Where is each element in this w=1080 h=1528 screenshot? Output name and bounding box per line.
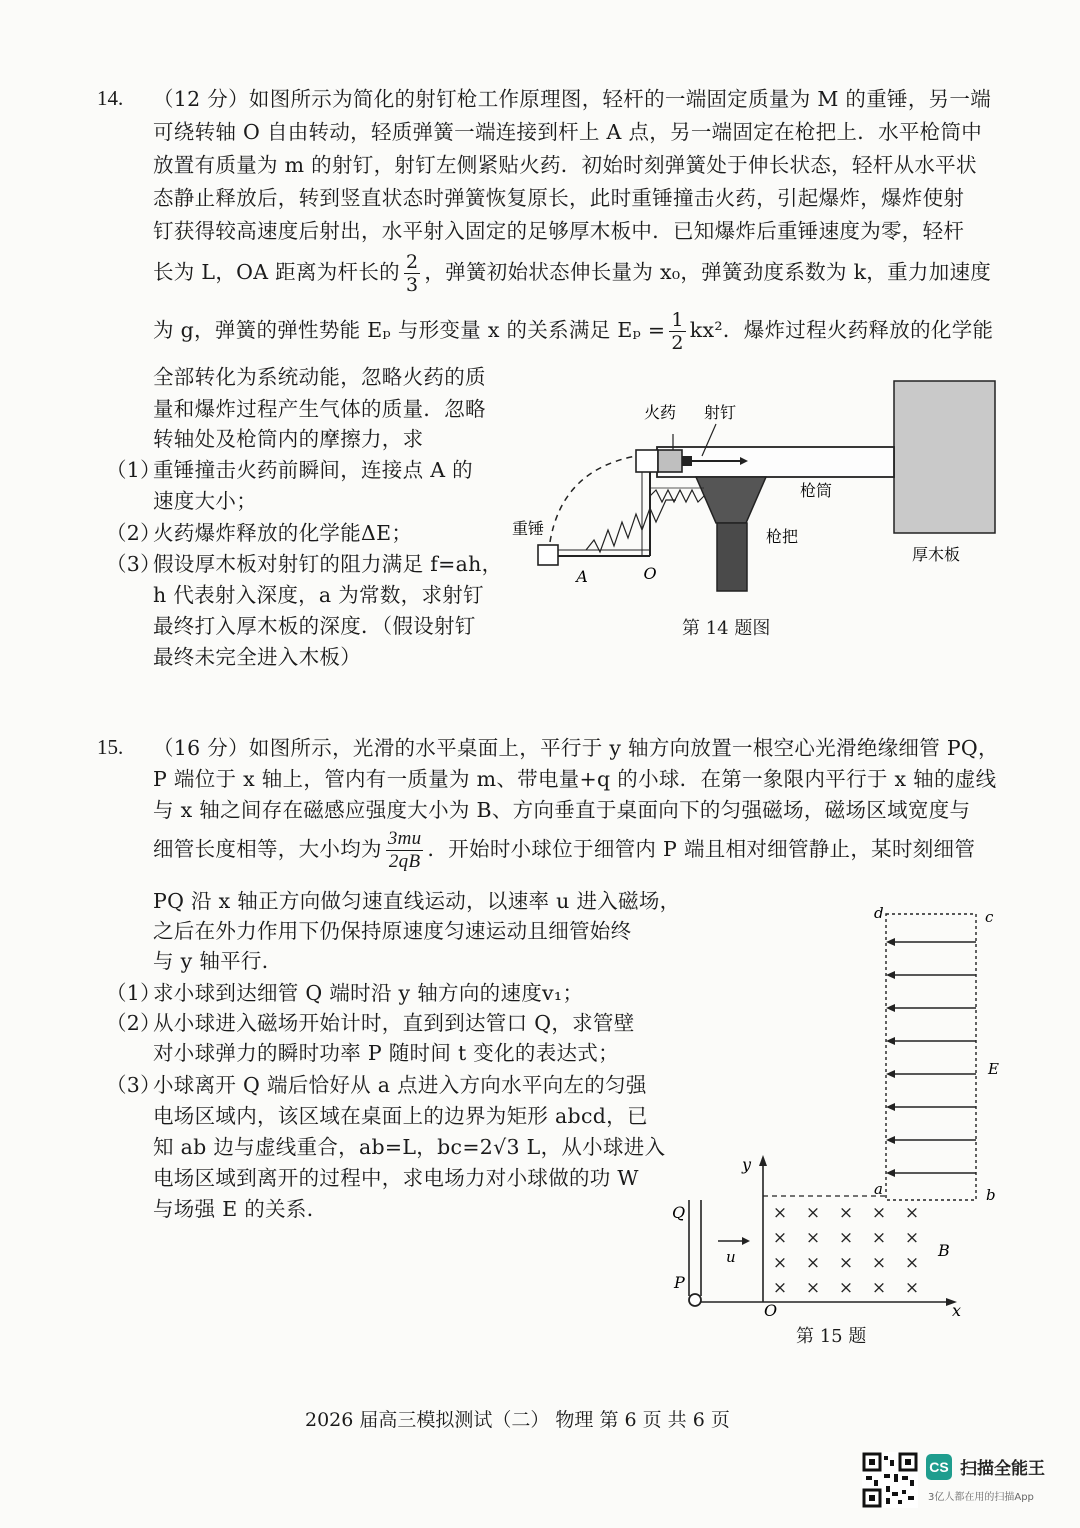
q15-sub2-line-1: 从小球进入磁场开始计时，直到到达管口 Q，求管壁 (153, 1011, 635, 1035)
svg-text:×: × (772, 1228, 788, 1248)
fraction-one-half (669, 309, 685, 354)
figure-14-nail-gun-diagram (490, 370, 1010, 610)
hammer-trajectory (550, 456, 636, 542)
sub-question-number: （1） (106, 458, 161, 482)
y-axis-arrow (759, 1155, 767, 1166)
q14-line-6 (153, 250, 991, 296)
label-nail: 射钉 (703, 403, 737, 422)
q15-line-3: 与 x 轴之间存在磁感应强度大小为 B、方向垂直于桌面向下的匀强磁场，磁场区域宽度与 (153, 798, 971, 822)
svg-text:×: × (838, 1203, 854, 1223)
figure-15-caption: 第 15 题 (796, 1326, 867, 1347)
q15-left-line-1: PQ 沿 x 轴正方向做匀速直线运动，以速率 u 进入磁场， (153, 889, 681, 913)
q14-line-7-b: kx²．爆炸过程火药释放的化学能 (689, 318, 994, 342)
thick-board (894, 381, 995, 533)
q15-sub3-line-2: 电场区域内，该区域在桌面上的边界为矩形 abcd，已 (153, 1104, 648, 1128)
label-p: P (674, 1273, 685, 1292)
label-o: O (764, 1301, 778, 1320)
q14-sub1-line-2: 速度大小； (153, 489, 257, 513)
q14-sub3-line-3: 最终打入厚木板的深度．（假设射钉 (153, 614, 476, 638)
label-point-a: A (576, 567, 588, 586)
q14-sub3-line-2: h 代表射入深度，a 为常数，求射钉 (153, 583, 484, 607)
q14-left-line-3: 转轴处及枪筒内的摩擦力，求 (153, 427, 424, 451)
q14-line-5: 钉获得较高速度后射出，水平射入固定的足够厚木板中．已知爆炸后重锤速度为零，轻杆 (153, 219, 965, 243)
q14-sub1-line-1: 重锤撞击火药前瞬间，连接点 A 的 (153, 458, 473, 482)
svg-text:×: × (871, 1278, 887, 1298)
spring-stretched (586, 500, 676, 552)
q14-left-line-1: 全部转化为系统动能，忽略火药的质 (153, 365, 486, 389)
label-y: y (742, 1155, 752, 1174)
label-b: b (986, 1186, 996, 1204)
svg-text:×: × (838, 1253, 854, 1273)
q15-line-4-b: ．开始时小球位于细管内 P 端且相对细管静止，某时刻细管 (427, 837, 976, 861)
label-c: c (985, 908, 994, 926)
label-barrel: 枪筒 (799, 481, 833, 500)
q15-line-4-a: 细管长度相等，大小均为 (153, 837, 382, 861)
label-d: d (874, 904, 884, 922)
q14-sub2-line-1: 火药爆炸释放的化学能ΔE； (153, 521, 413, 545)
sub-question-number: （2） (106, 1011, 161, 1035)
gunpowder-block (636, 450, 658, 472)
q14-line-4: 态静止释放后，转到竖直状态时弹簧恢复原长，此时重锤撞击火药，引起爆炸，爆炸使射 (153, 186, 965, 210)
q14-line-6-b: ，弹簧初始状态伸长量为 x₀，弹簧劲度系数为 k，重力加速度 (424, 260, 992, 284)
svg-text:×: × (805, 1203, 821, 1223)
q14-line-1: （12 分）如图所示为简化的射钉枪工作原理图，轻杆的一端固定质量为 M 的重锤，另一端 (153, 87, 992, 111)
page-footer: 2026 届高三模拟测试（二） 物理 第 6 页 共 6 页 (305, 1409, 730, 1431)
field-rectangle-abcd (886, 914, 976, 1200)
q14-line-6-a: 长为 L，OA 距离为杆长的 (153, 260, 400, 284)
camscanner-logo-badge: CS (926, 1454, 952, 1480)
svg-text:×: × (871, 1253, 887, 1273)
gun-funnel (696, 477, 766, 523)
svg-text:×: × (838, 1278, 854, 1298)
q15-line-1: （16 分）如图所示，光滑的水平桌面上，平行于 y 轴方向放置一根空心光滑绝缘细管 PQ， (153, 736, 999, 760)
label-a: a (874, 1180, 883, 1198)
fraction-denominator: 2 (671, 332, 684, 354)
field-arrowheads (886, 938, 895, 1177)
label-hammer: 重锤 (511, 519, 545, 538)
svg-text:×: × (838, 1228, 854, 1248)
svg-text:×: × (871, 1203, 887, 1223)
q15-sub3-line-5: 与场强 E 的关系． (153, 1197, 328, 1221)
figure-14-caption: 第 14 题图 (682, 618, 771, 639)
ball (689, 1294, 701, 1306)
q14-line-7-a: 为 g，弹簧的弹性势能 Eₚ 与形变量 x 的关系满足 Eₚ = (153, 318, 666, 342)
sub-question-number: （2） (106, 521, 161, 545)
electric-field-lines (892, 942, 976, 1173)
svg-text:×: × (805, 1278, 821, 1298)
fraction-numerator: 1 (671, 309, 684, 331)
q15-sub3-line-3: 知 ab 边与虚线重合，ab=L，bc=2√3 L，从小球进入 (153, 1135, 666, 1159)
camscanner-tagline: 3亿人都在用的扫描App (928, 1492, 1034, 1503)
label-gunpowder: 火药 (643, 403, 677, 422)
gun-handle (717, 523, 747, 591)
svg-text:×: × (904, 1278, 920, 1298)
q15-left-line-2: 之后在外力作用下仍保持原速度匀速运动且细管始终 (153, 919, 632, 943)
label-point-o: O (643, 564, 657, 583)
svg-text:×: × (772, 1278, 788, 1298)
svg-text:×: × (772, 1253, 788, 1273)
q15-left-line-3: 与 y 轴平行． (153, 949, 283, 973)
question-number: 15. (97, 735, 124, 759)
q14-sub3-line-4: 最终未完全进入木板） (153, 645, 361, 669)
svg-text:×: × (805, 1253, 821, 1273)
fraction-numerator: 2 (405, 251, 419, 273)
magnetic-field-crosses (773, 1203, 919, 1298)
qr-code-icon (862, 1452, 918, 1508)
camscanner-app-name: 扫描全能王 (960, 1459, 1045, 1479)
svg-text:×: × (871, 1228, 887, 1248)
q14-line-2: 可绕转轴 O 自由转动，轻质弹簧一端连接到杆上 A 点，另一端固定在枪把上．水平枪筒中 (153, 120, 983, 144)
fraction-numerator: 3mu (387, 828, 422, 849)
label-e: E (988, 1060, 999, 1078)
q15-line-2: P 端位于 x 轴上，管内有一质量为 m、带电量+q 的小球．在第一象限内平行于 x 轴的虚线 (153, 767, 997, 791)
q14-left-line-2: 量和爆炸过程产生气体的质量．忽略 (153, 397, 486, 421)
svg-text:×: × (904, 1253, 920, 1273)
gunpowder-charge (658, 450, 682, 472)
velocity-arrowhead (742, 1237, 750, 1245)
fraction-two-thirds (404, 251, 420, 296)
figure-15-field-diagram (660, 900, 1000, 1330)
spring-horizontal (650, 490, 704, 502)
hammer-block (538, 545, 558, 565)
label-x: x (952, 1301, 962, 1320)
q15-sub3-line-1: 小球离开 Q 端后恰好从 a 点进入方向水平向左的匀强 (153, 1073, 647, 1097)
svg-text:×: × (805, 1228, 821, 1248)
question-number: 14. (97, 86, 124, 110)
svg-text:×: × (904, 1203, 920, 1223)
q14-line-7 (153, 308, 993, 354)
label-board: 厚木板 (911, 545, 961, 564)
fraction-denominator: 3 (405, 274, 419, 296)
nail-head (682, 456, 692, 466)
label-q: Q (672, 1203, 686, 1222)
svg-text:×: × (772, 1203, 788, 1223)
q14-line-3: 放置有质量为 m 的射钉，射钉左侧紧贴火药．初始时刻弹簧处于伸长状态，轻杆从水平状 (153, 153, 977, 177)
q15-sub2-line-2: 对小球弹力的瞬时功率 P 随时间 t 变化的表达式； (153, 1041, 619, 1065)
q14-sub3-line-1: 假设厚木板对射钉的阻力满足 f=ah， (153, 552, 503, 576)
q15-line-4 (153, 827, 975, 873)
q15-sub1-line-1: 求小球到达细管 Q 端时沿 y 轴方向的速度v₁； (153, 981, 584, 1005)
sub-question-number: （1） (106, 981, 161, 1005)
fraction-3mu-2qb (386, 828, 424, 873)
label-u: u (726, 1248, 736, 1266)
label-field-b: B (938, 1241, 950, 1260)
sub-question-number: （3） (106, 552, 161, 576)
fraction-denominator: 2qB (388, 851, 421, 872)
sub-question-number: （3） (106, 1073, 161, 1097)
label-handle: 枪把 (765, 527, 799, 546)
q15-sub3-line-4: 电场区域到离开的过程中，求电场力对小球做的功 W (153, 1166, 639, 1190)
svg-text:×: × (904, 1228, 920, 1248)
